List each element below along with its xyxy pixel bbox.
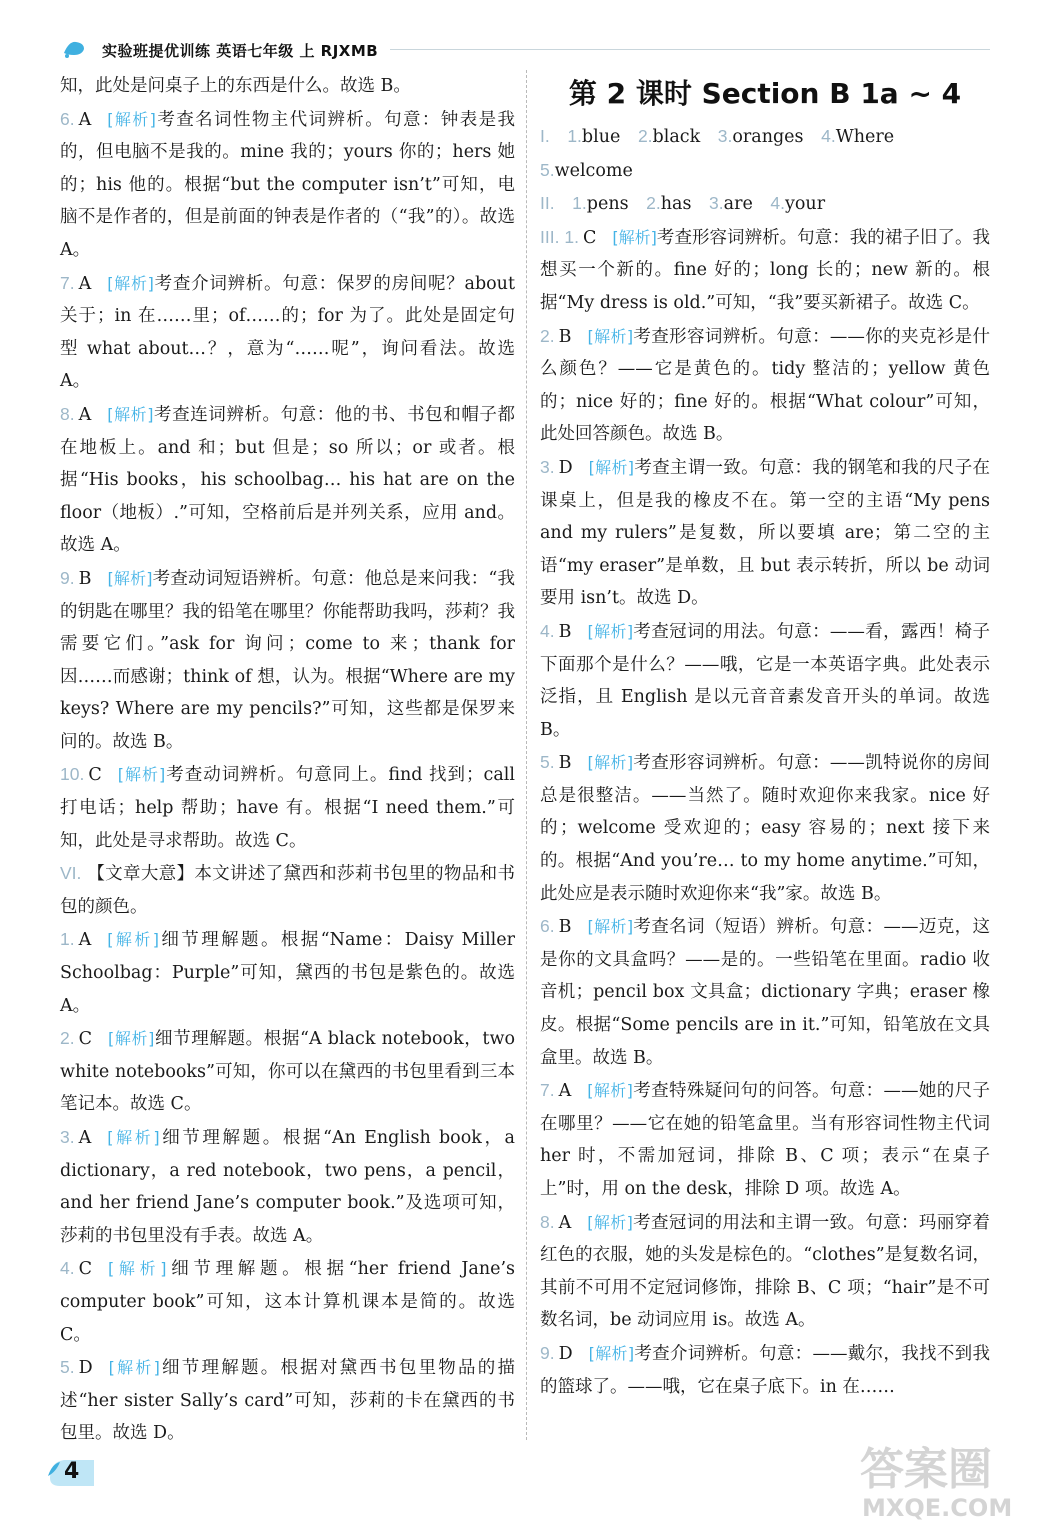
fill-answer: blue [581, 127, 621, 147]
answer-text: 考查冠词的用法和主谓一致。句意：玛丽穿着红色的衣服，她的头发是棕色的。“clothes”是复数名词，其前不可用不定冠词修饰，排除 B、C 项；“hair”是不可数名词，be 动词应用 is。故选 A。 [540, 1212, 990, 1331]
header-title: 实验班提优训练 英语七年级 上 RJXMB [102, 42, 379, 60]
analysis-tag: [解析] [587, 1212, 633, 1232]
item-number: 2. [637, 126, 653, 146]
item-number: 3. [709, 193, 724, 214]
item-number: 4. [821, 126, 836, 146]
answer-choice: B [558, 917, 572, 938]
section-number: II. [540, 193, 555, 214]
answer-text: 细节理解题。根据“her friend Jane’s computer book”可知，这本计算机课本是简的。故选 C。 [60, 1259, 515, 1345]
analysis-tag: [解析] [107, 930, 159, 950]
item-number: III. 1. [540, 226, 579, 247]
analysis-tag: [解析] [588, 1343, 635, 1363]
answer-text: 考查形容词辨析。句意：——凯特说你的房间总是很整洁。——当然了。随时欢迎你来我家。nice 好的；welcome 受欢迎的；easy 容易的；next 接下来的。根据“And you’re… to my home anytime.”可知，此处应是表示随时欢迎你来“我”家。故选 B。 [540, 753, 990, 904]
analysis-tag: [解析] [587, 917, 634, 937]
answer-text: 考查名词性物主代词辨析。句意：钟表是我的，但电脑不是我的。mine 我的；yours 你的；hers 她的；his 他的。根据“but the computer isn’t”可知，电脑不是作者的，但是前面的钟表是作者的（“我”的）。故选 A。 [60, 109, 515, 260]
answer-choice: A [78, 404, 92, 425]
analysis-tag: [解析] [107, 568, 153, 588]
answer-choice: B [78, 568, 92, 589]
watermark-logo: 答案圈 [860, 1444, 992, 1495]
fill-answer: pens [586, 194, 629, 215]
fill-answer: your [785, 194, 826, 215]
answer-choice: D [78, 1358, 93, 1379]
answer-item [540, 1337, 990, 1403]
page-number-badge [46, 1456, 96, 1490]
answer-choice: A [78, 930, 92, 951]
item-number: 9. [540, 1342, 555, 1363]
item-number: 10. [60, 764, 85, 785]
answer-text: 考查名词（短语）辨析。句意：——迈克，这是你的文具盒吗？——是的。一些铅笔在里面。radio 收音机；pencil box 文具盒；dictionary 字典；eraser 橡皮。根据“Some pencils are in it.”可知，铅笔放在文具盒里。故选 B。 [540, 917, 990, 1068]
analysis-tag: [解析] [587, 621, 634, 641]
item-number: 3. [540, 456, 555, 477]
fill-answer-row [540, 154, 990, 188]
answer-item [60, 1252, 515, 1351]
column-divider [526, 70, 527, 1440]
answer-item [60, 923, 515, 1022]
answer-item [60, 1022, 515, 1121]
item-number: 5. [540, 159, 555, 180]
answer-text: 知，此处是问桌子上的东西是什么。故选 B。 [60, 76, 411, 96]
answer-choice: A [558, 1212, 572, 1233]
watermark-url: MXQE.COM [862, 1494, 1013, 1522]
answer-item [540, 746, 990, 910]
answer-item [60, 398, 515, 562]
analysis-tag: [解析] [587, 326, 634, 346]
fill-answer: has [660, 194, 692, 215]
item-number: 3. [717, 126, 733, 146]
item-number: 1. [60, 929, 75, 950]
analysis-tag: [解析] [108, 1029, 155, 1049]
analysis-tag: [解析] [587, 753, 634, 773]
answer-text: 考查介词辨析。句意：保罗的房间呢？about 关于；in 在……里；of……的；for 为了。此处是固定句型 what about…？，意为“……呢”，询问看法。故选 A。 [60, 273, 515, 392]
answer-text: 考查介词辨析。句意：——戴尔，我找不到我的篮球了。——哦，它在桌子底下。in 在…… [540, 1343, 990, 1397]
item-number: 3. [60, 1127, 75, 1147]
answer-choice: C [582, 227, 597, 248]
answer-item [60, 562, 515, 759]
answer-choice: A [78, 109, 92, 130]
answer-text: 考查形容词辨析。句意：我的裙子旧了。我想买一个新的。fine 好的；long 长的；new 新的。根据“My dress is old.”可知，“我”要买新裙子。故选 C。 [540, 227, 990, 313]
answer-choice: C [78, 1029, 92, 1050]
item-number: 7. [540, 1080, 555, 1101]
answer-choice: C [88, 765, 102, 786]
section-number: VI. [60, 863, 82, 884]
analysis-tag: [解析] [107, 1128, 160, 1147]
item-number: 8. [60, 403, 75, 424]
answer-text: 【文章大意】本文讲述了黛西和莎莉书包里的物品和书包的颜色。 [60, 864, 515, 917]
answer-choice: D [558, 1343, 573, 1364]
analysis-tag: [解析] [612, 227, 657, 247]
fill-answer: welcome [554, 160, 633, 181]
item-number: 1. [572, 193, 587, 214]
answer-text: 细节理解题。根据对黛西书包里物品的描述“her sister Sally’s card”可知，莎莉的卡在黛西的书包里。故选 D。 [60, 1358, 515, 1444]
answer-item [60, 267, 515, 398]
answer-item [540, 1206, 990, 1337]
answer-item [60, 103, 515, 267]
section-title: 第 2 课时 Section B 1a ~ 4 [568, 77, 962, 110]
header-rule [390, 49, 990, 50]
item-number: 9. [60, 567, 75, 588]
answer-choice: B [558, 621, 572, 642]
answer-text: 考查主谓一致。句意：我的钢笔和我的尺子在课桌上，但是我的橡皮不在。第一空的主语“My pens and my rulers”是复数，所以要填 are；第二空的主语“my eraser”是单数，且 but 表示转折，所以 be 动词要用 isn’t。故选 D。 [540, 457, 990, 609]
answer-item [60, 1121, 515, 1252]
item-number: 5. [540, 752, 555, 773]
answer-text: 考查特殊疑问句的问答。句意：——她的尺子在哪里？——它在她的铅笔盒里。当有形容词性物主代词 her 时，不需加冠词，排除 B、C 项；表示“在桌子上”时，用 on the desk，排除 D 项。故选 A。 [540, 1081, 990, 1199]
analysis-tag: [解析] [587, 1081, 633, 1101]
analysis-tag: [解析] [107, 404, 154, 424]
item-number: 6. [540, 916, 555, 937]
page-header [40, 34, 990, 64]
item-number: 4. [540, 620, 555, 641]
item-number: 6. [60, 108, 75, 129]
analysis-tag: [解析] [117, 765, 166, 785]
answer-item [60, 70, 515, 103]
fill-answer: are [723, 194, 753, 215]
answer-choice: B [558, 753, 572, 774]
answer-item [540, 910, 990, 1074]
answer-text: 考查动词短语辨析。句意：他总是来问我：“我的钥匙在哪里？我的铅笔在哪里？你能帮助我吗，莎莉？我需要它们。”ask for 询问；come to 来；thank for 因……而感谢；think of 想，认为。根据“Where are my keys? Where are my pencils?”可知，这些都是保罗来问的。故选 B。 [60, 568, 515, 752]
answer-choice: A [78, 1128, 92, 1148]
answer-text: 考查冠词的用法。句意：——看，露西！椅子下面那个是什么？——哦，它是一本英语字典。此处表示泛指，且 English 是以元音音素发音开头的单词。故选 B。 [540, 621, 990, 740]
section-summary [60, 857, 515, 923]
item-number: 5. [60, 1357, 75, 1378]
answer-item [540, 320, 990, 451]
analysis-tag: [解析] [107, 109, 156, 129]
item-number: 2. [60, 1028, 75, 1049]
answer-text: 细节理解题。根据“An English book，a dictionary，a red notebook，two pens，a pencil，and her friend Jane’s computer book.”及选项可知，莎莉的书包里没有手表。故选 A。 [60, 1128, 515, 1246]
answer-item [60, 758, 515, 857]
answer-choice: A [558, 1081, 572, 1102]
book-logo-icon [62, 39, 86, 59]
fill-answer: black [652, 127, 701, 147]
item-number: 4. [60, 1258, 75, 1279]
answer-item [540, 615, 990, 746]
item-number: 1. [567, 126, 582, 146]
answer-text: 细节理解题。根据“A black notebook，two white notebooks”可知，你可以在黛西的书包里看到三本笔记本。故选 C。 [60, 1029, 515, 1115]
analysis-tag: [解析] [108, 1259, 167, 1279]
answer-choice: D [558, 457, 573, 478]
item-number: 8. [540, 1211, 555, 1232]
analysis-tag: [解析] [107, 273, 154, 293]
fill-answer: Where [835, 127, 895, 147]
fill-answer-row [540, 120, 990, 154]
answer-choice: C [78, 1259, 92, 1280]
analysis-tag: [解析] [108, 1358, 160, 1378]
item-number: 2. [646, 193, 661, 214]
fill-answer-row [540, 187, 990, 221]
item-number: 7. [60, 272, 75, 293]
answer-text: 考查动词辨析。句意同上。find 找到；call 打电话；help 帮助；have 有。根据“I need them.”可知，此处是寻求帮助。故选 C。 [60, 765, 515, 851]
page-number: 4 [64, 1459, 80, 1484]
item-number: 4. [770, 193, 785, 214]
fill-answer: oranges [732, 127, 804, 147]
answer-item [540, 451, 990, 615]
answer-choice: B [558, 326, 572, 347]
answer-text: 细节理解题。根据“Name：Daisy Miller Schoolbag：Purple”可知，黛西的书包是紫色的。故选 A。 [60, 930, 515, 1016]
answer-text: 考查形容词辨析。句意：——你的夹克衫是什么颜色？——它是黄色的。tidy 整洁的；yellow 黄色的；nice 好的；fine 好的。根据“What colour”可知，此处回答颜色。故选 B。 [540, 326, 990, 445]
answer-item [60, 1351, 515, 1450]
answer-text: 考查连词辨析。句意：他的书、书包和帽子都在地板上。and 和；but 但是；so 所以；or 或者。根据“His books，his schoolbag… his hat are on the floor（地板）.”可知，空格前后是并列关系，应用 and。故选 A。 [60, 404, 515, 556]
answer-item [540, 1074, 990, 1205]
answer-choice: A [78, 273, 92, 294]
answer-item [540, 221, 990, 320]
item-number: 2. [540, 325, 555, 346]
section-number: I. [540, 126, 550, 146]
right-column [540, 70, 990, 1403]
left-column [60, 70, 515, 1450]
analysis-tag: [解析] [588, 457, 635, 477]
